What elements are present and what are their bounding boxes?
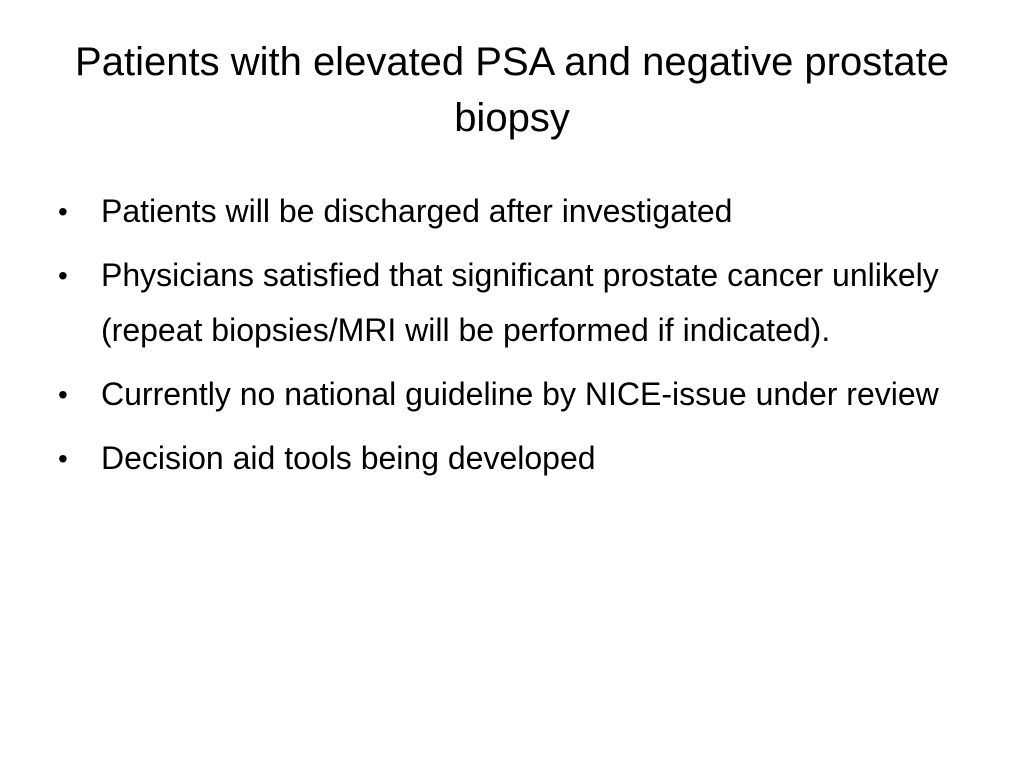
- bullet-list: [56, 184, 956, 495]
- bullet-item-guideline: [56, 367, 956, 422]
- bullet-text: Patients will be discharged after investigated: [101, 193, 733, 229]
- bullet-marker: •: [58, 379, 68, 410]
- bullet-marker: •: [58, 260, 68, 291]
- bullet-marker: •: [58, 196, 68, 227]
- bullet-text: Decision aid tools being developed: [101, 440, 596, 476]
- bullet-item-discharged: [56, 184, 956, 239]
- bullet-text: Physicians satisfied that significant prostate cancer unlikely (repeat biopsies/MRI will be performed if indicated).: [101, 257, 939, 348]
- bullet-item-decision-aid: [56, 431, 956, 486]
- bullet-text: Currently no national guideline by NICE-issue under review: [101, 376, 939, 412]
- slide-title: Patients with elevated PSA and negative prostate biopsy: [75, 40, 949, 140]
- bullet-item-physicians: [56, 248, 956, 358]
- bullet-marker: •: [58, 443, 68, 474]
